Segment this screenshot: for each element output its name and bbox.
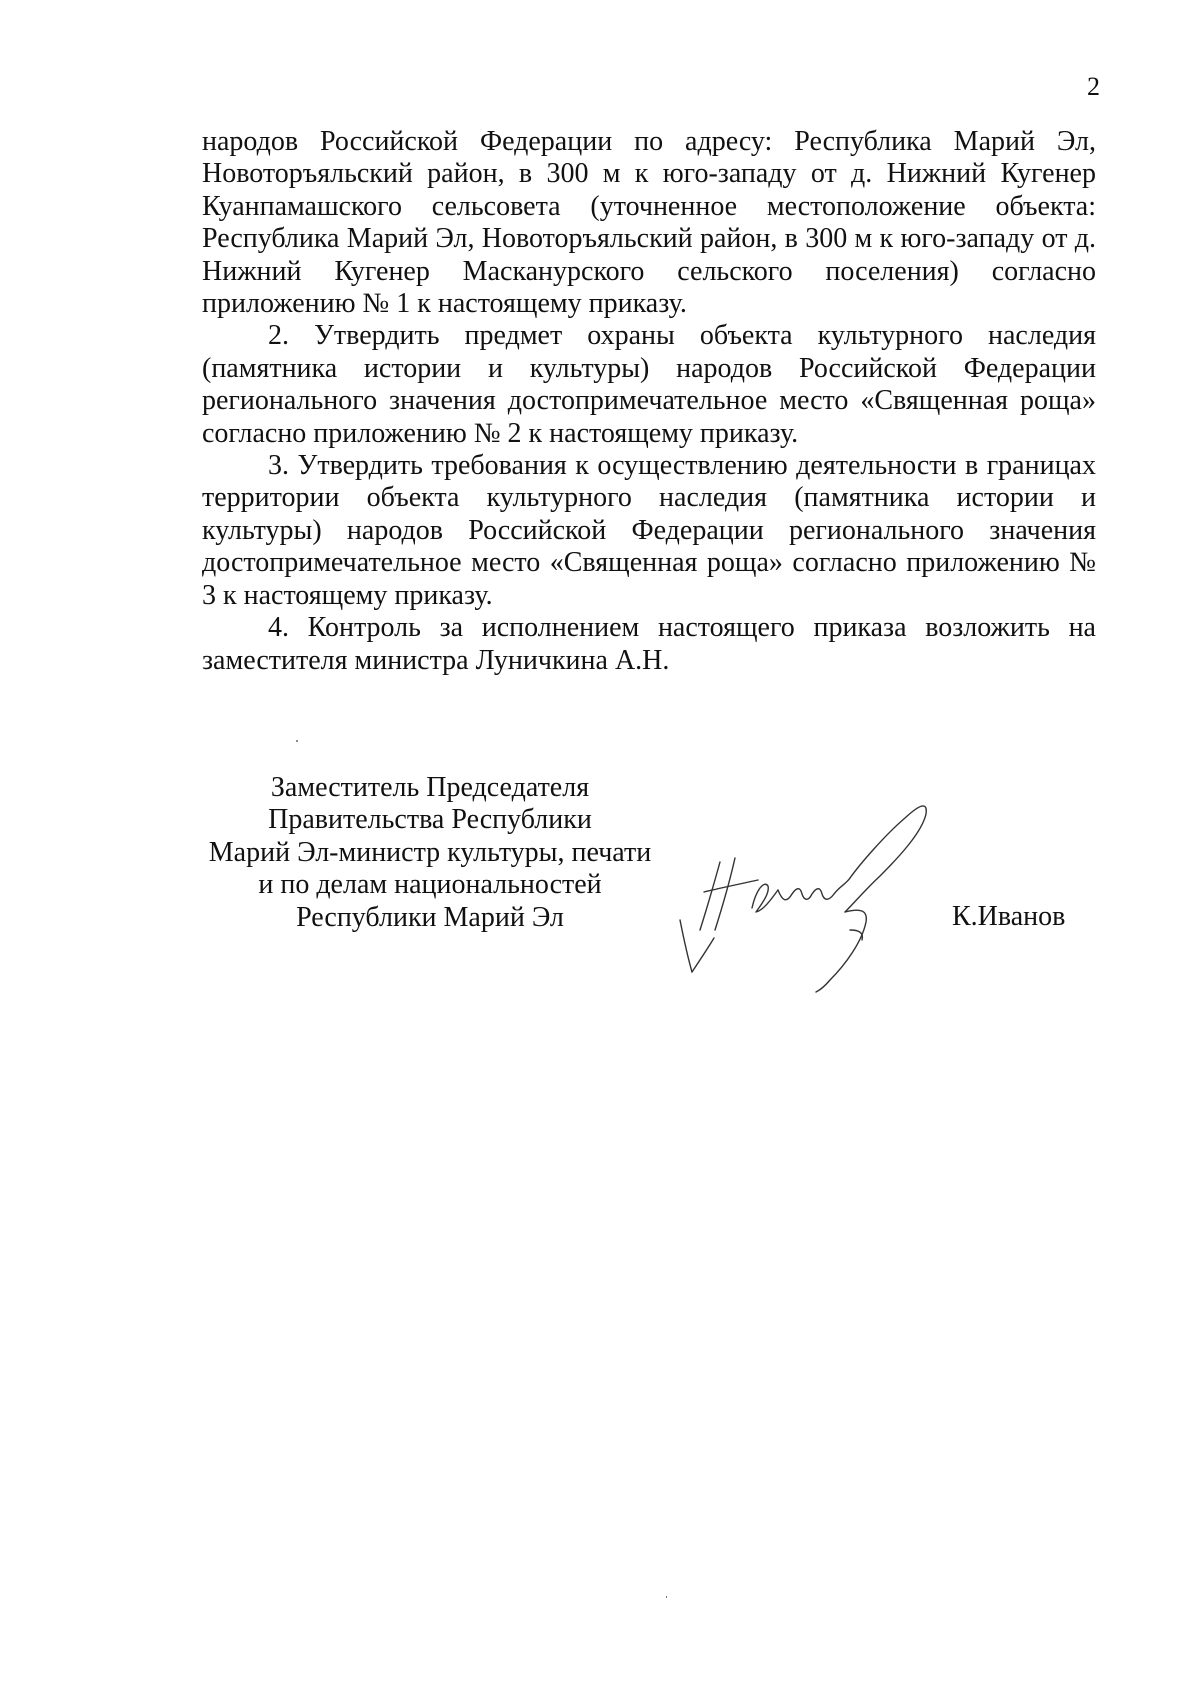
paragraph-continuation: народов Российской Федерации по адресу: Республика Марий Эл, Новоторъяльский район, в 300 м к юго-западу от д. Нижний Кугенер Куанпамашского сельсовета (уточненное местоположение объекта: Республика Марий Эл, Новоторъяльский район, в 300 м к юго-западу от д. Нижний Кугенер Масканурского сельского поселения) согласно приложению № 1 к настоящему приказу. [202, 126, 1096, 320]
paragraph-item-3: 3. Утвердить требования к осуществлению деятельности в границах территории объекта культурного наследия (памятника истории и культуры) народов Российской Федерации регионального значения достопримечательное место «Священная роща» согласно приложению № 3 к настоящему приказу. [202, 450, 1096, 611]
signatory-title-line: Республики Марий Эл [296, 901, 564, 933]
handwritten-signature [660, 780, 1020, 1010]
signatory-title-line: и по делам национальностей [258, 869, 602, 901]
signatory-title-line: Правительства Республики [268, 804, 592, 836]
document-body [202, 126, 1096, 677]
scan-speck [666, 1596, 667, 1598]
signatory-title [190, 772, 670, 934]
signatory-title-line: Марий Эл-министр культуры, печати [208, 836, 652, 868]
signer-name: К.Иванов [952, 901, 1066, 932]
paragraph-item-4: 4. Контроль за исполнением настоящего приказа возложить на заместителя министра Луничкина А.Н. [202, 612, 1096, 676]
signatory-title-line: Заместитель Председателя [270, 772, 590, 803]
paragraph-item-2: 2. Утвердить предмет охраны объекта культурного наследия (памятника истории и культуры) народов Российской Федерации регионального значения достопримечательное место «Священная роща» согласно приложению № 2 к настоящему приказу. [202, 320, 1096, 449]
scan-speck [296, 740, 298, 742]
page-number: 2 [1087, 72, 1100, 101]
